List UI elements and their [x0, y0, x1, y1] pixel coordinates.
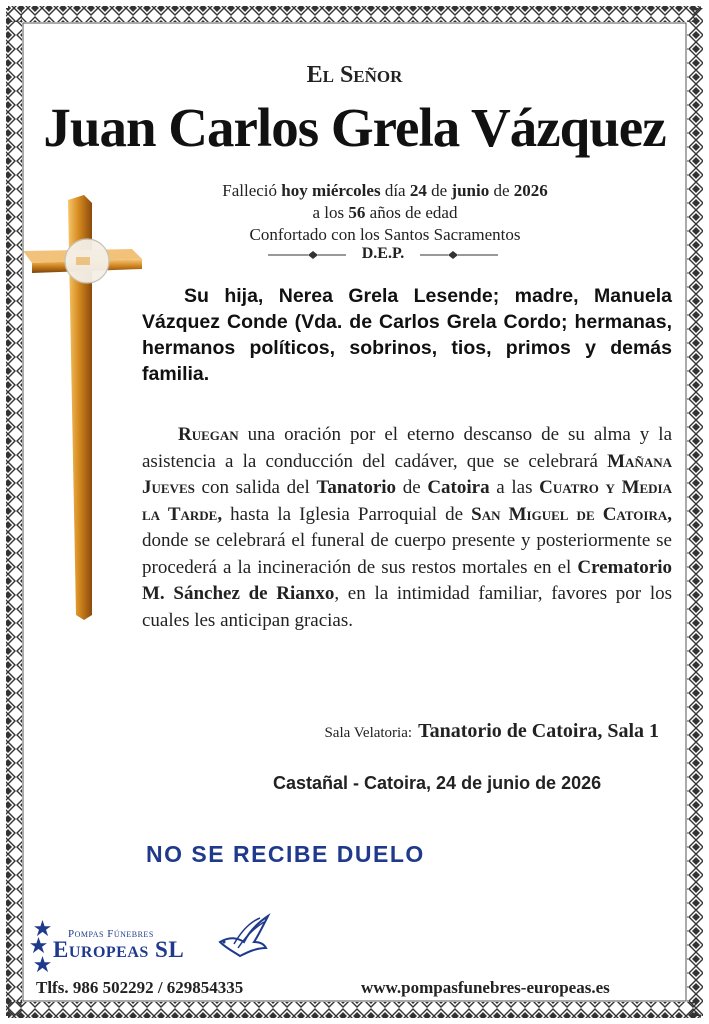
phone-numbers: Tlfs. 986 502292 / 629854335: [36, 978, 244, 997]
wake-room-label: Sala Velatoria:: [324, 725, 413, 741]
family-text: Su hija, Nerea Grela Lesende; madre, Manuela Vázquez Conde (Vda. de Carlos Grela Cordo; hermanas, hermanos políticos, sobrinos, tios, primos y demás familia.: [142, 285, 672, 385]
place-date: Castañal - Catoira, 24 de junio de 2026: [273, 773, 602, 793]
cross-icon: [20, 195, 145, 620]
dep-row: [268, 245, 498, 265]
wake-room-value: Tanatorio de Catoira, Sala 1: [418, 720, 659, 742]
death-date-line: Falleció hoy miércoles día 24 de junio de 2026: [222, 181, 548, 200]
brand-tagline: Pompas Fúnebres: [68, 928, 154, 940]
sacraments-line: Confortado con los Santos Sacramentos: [249, 225, 521, 244]
title-el-senor: El Señor: [306, 62, 403, 88]
no-condolences-notice: NO SE RECIBE DUELO: [146, 841, 425, 867]
brand-name: Europeas SL: [53, 937, 185, 962]
family-paragraph: [142, 283, 672, 387]
dep-label: D.E.P.: [361, 245, 405, 262]
website-link[interactable]: www.pompasfunebres-europeas.es: [361, 978, 610, 997]
wake-room: [324, 720, 659, 743]
deceased-name: Juan Carlos Grela Vázquez: [43, 97, 666, 158]
dove-icon: [212, 912, 272, 960]
age-line: a los 56 años de edad: [312, 203, 458, 222]
main-paragraph: Ruegan una oración por el eterno descanso de su alma y la asistencia a la conducción del cadáver, que se celebrará Mañana Jueves con salida del Tanatorio de Catoira a las Cuatro y Media la Tarde, hasta la Iglesia Parroquial de San Miguel de Catoira, donde se celebrará el funeral de cuerpo presente y posteriormente se procederá a la incineración de sus restos mortales en el Crematorio M. Sánchez de Rianxo, en la intimidad familiar, favores por los cuales les anticipan gracias.: [142, 424, 673, 631]
